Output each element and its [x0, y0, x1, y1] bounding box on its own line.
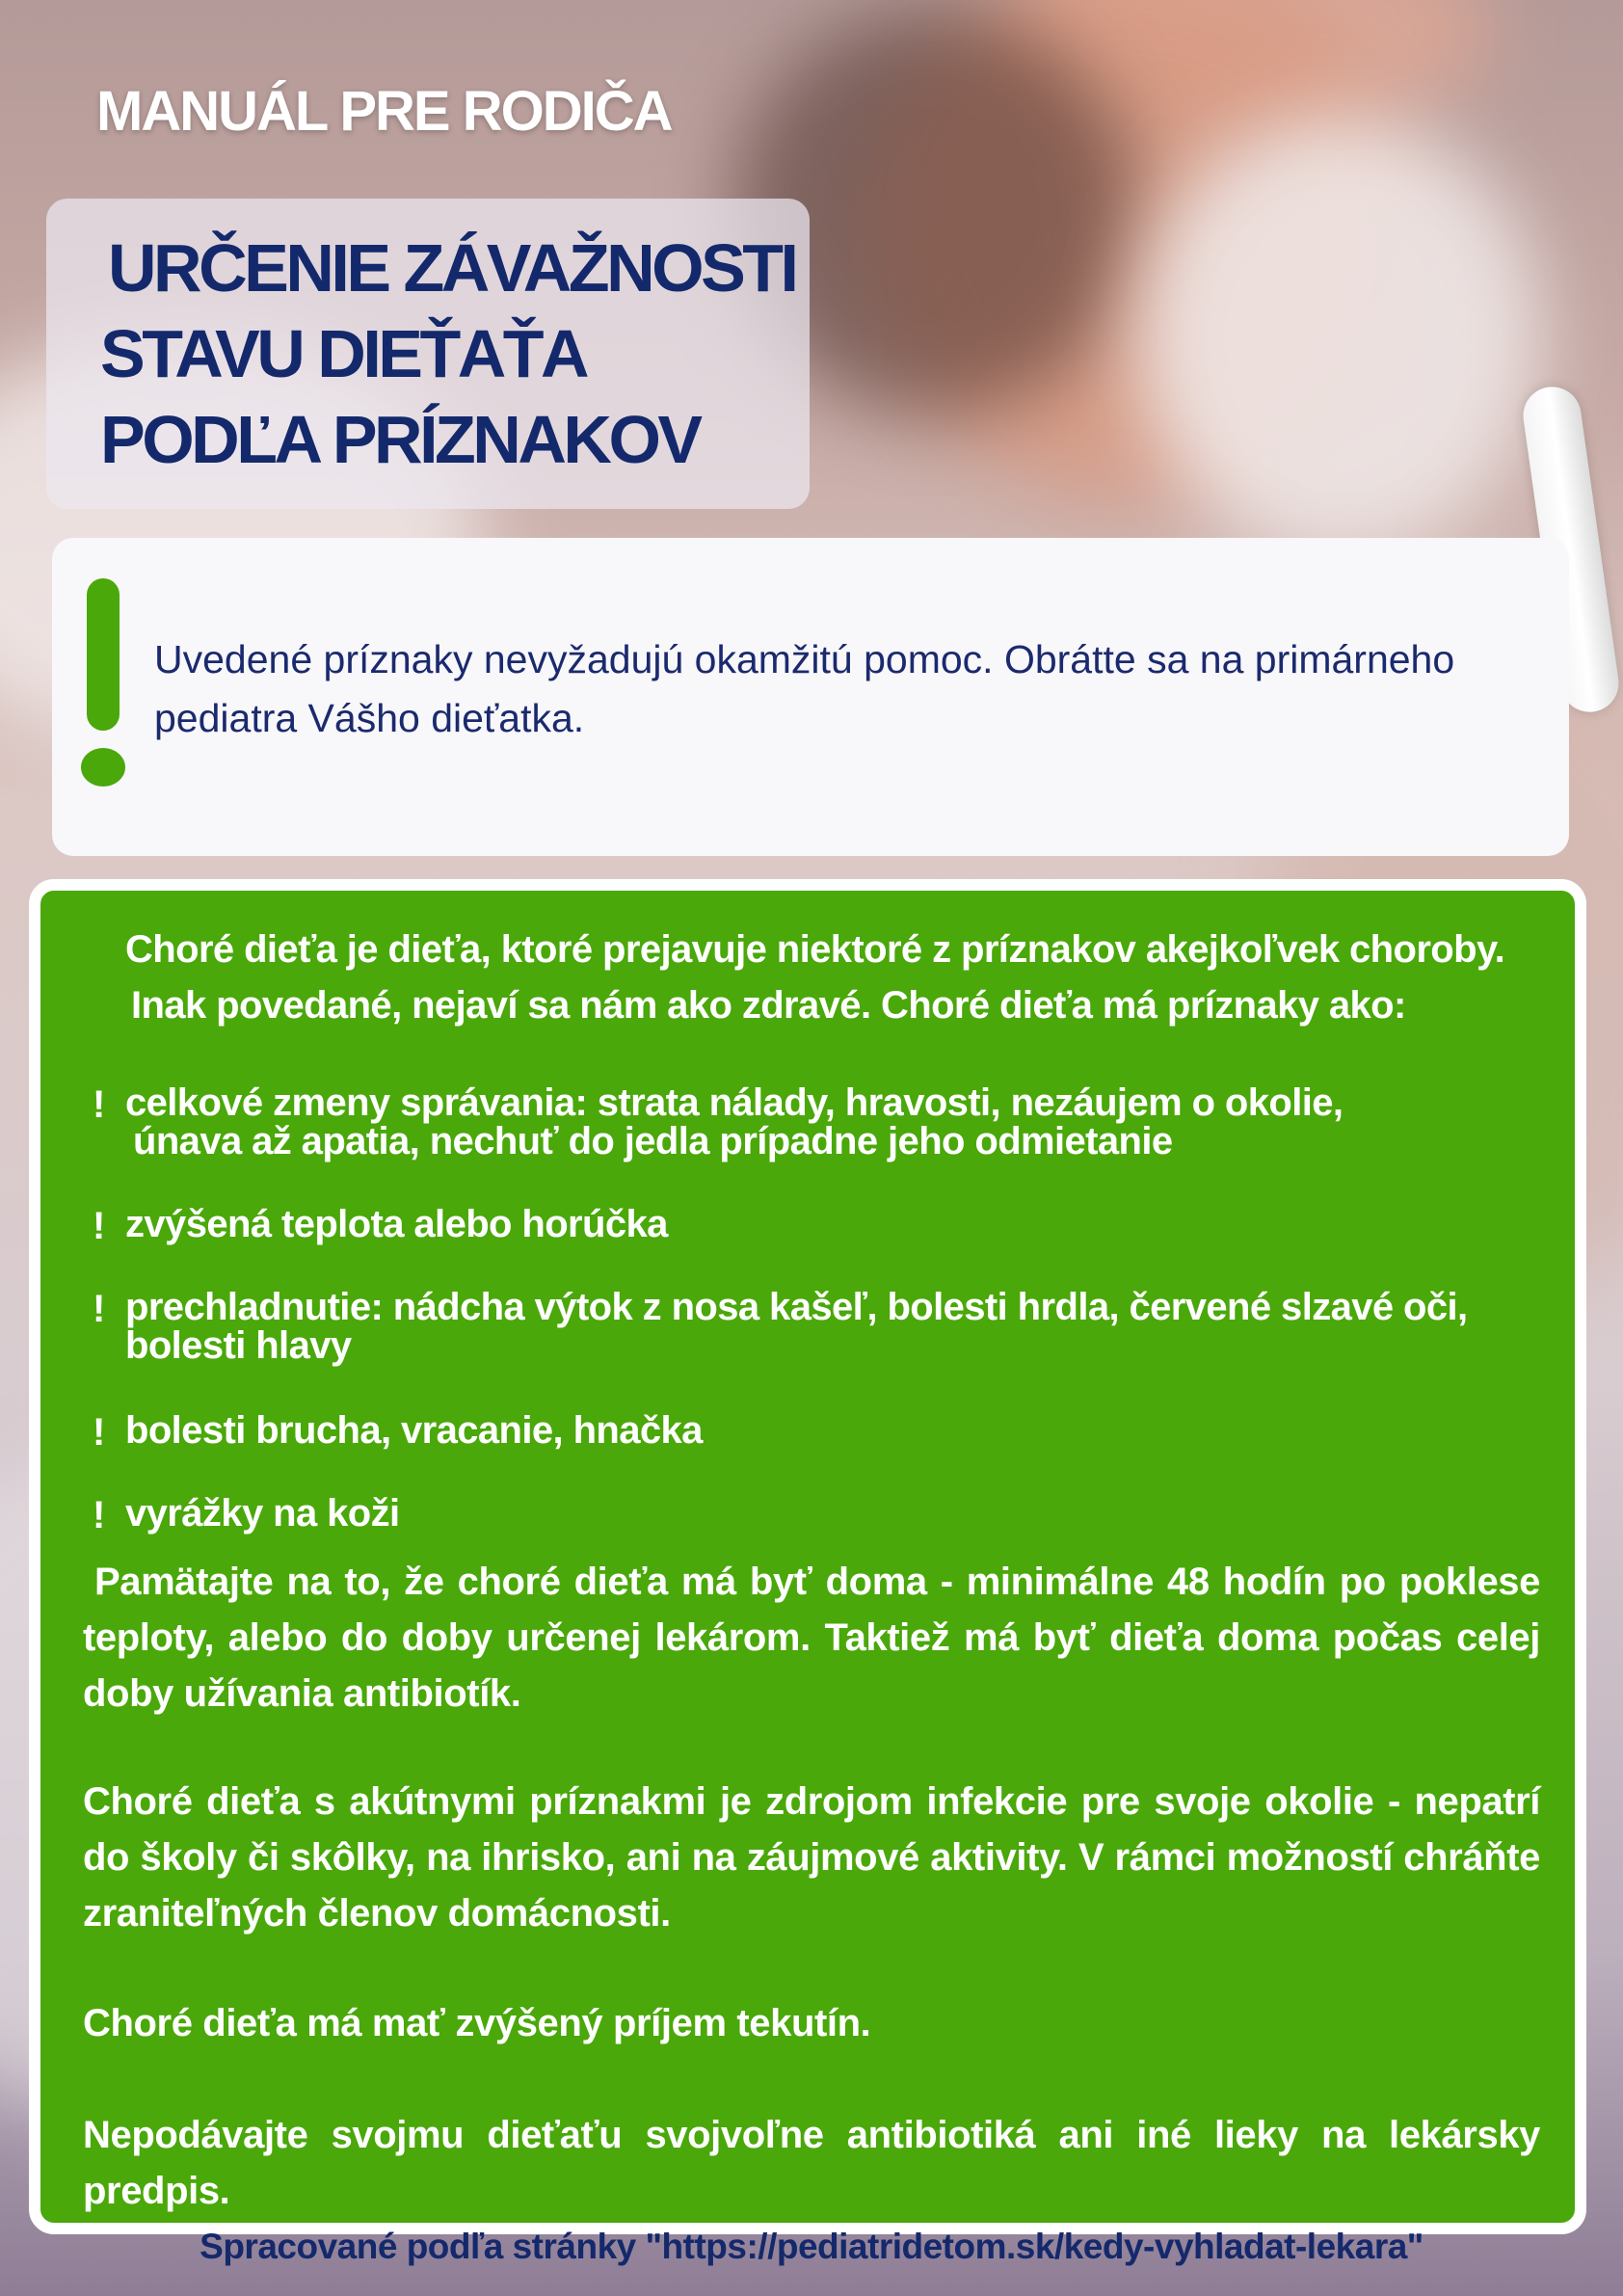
title-box: [46, 199, 810, 509]
info-panel: [29, 879, 1586, 2234]
paragraph-infection: Choré dieťa s akútnymi príznakmi je zdrojom infekcie pre svoje okolie - nepatrí do školy či skôlky, na ihrisko, ani na záujmové aktivity. V rámci možností chráňte zraniteľných členov domácnosti.: [83, 1780, 1540, 1935]
exclamation-icon: [87, 578, 120, 731]
title-line: PODĽA PRÍZNAKOV: [100, 402, 700, 477]
symptom-text: únava až apatia, nechuť do jedla prípadne jeho odmietanie: [133, 1120, 1173, 1162]
exclamation-bullet-icon: !: [93, 1205, 105, 1247]
title-line: URČENIE ZÁVAŽNOSTI: [108, 230, 796, 306]
symptom-text: bolesti hlavy: [125, 1324, 352, 1367]
intro-line: Inak povedané, nejaví sa nám ako zdravé. Choré dieťa má príznaky ako:: [131, 984, 1406, 1027]
symptom-text: vyrážky na koži: [125, 1492, 400, 1535]
page-title: [100, 226, 813, 483]
notice-box: [52, 538, 1569, 856]
paragraph-fluids: Choré dieťa má mať zvýšený príjem tekutín.: [83, 2002, 871, 2044]
exclamation-bullet-icon: !: [93, 1494, 105, 1536]
notice-text: Uvedené príznaky nevyžadujú okamžitú pomoc. Obrátte sa na primárneho pediatra Vášho dieťatka.: [154, 637, 1455, 740]
intro-line: Choré dieťa je dieťa, ktoré prejavuje niektoré z príznakov akejkoľvek choroby.: [125, 928, 1505, 971]
title-line: STAVU DIEŤAŤA: [100, 316, 587, 391]
symptom-text: celkové zmeny správania: strata nálady, hravosti, nezáujem o okolie,: [125, 1081, 1344, 1124]
symptom-text: zvýšená teplota alebo horúčka: [125, 1203, 668, 1245]
panel-intro: [125, 921, 1590, 1033]
manual-kicker: MANUÁL PRE RODIČA: [96, 80, 672, 143]
paragraph-stay-home: Pamätajte na to, že choré dieťa má byť doma - minimálne 48 hodín po poklese teploty, alebo do doby určenej lekárom. Taktiež má byť dieťa doma počas celej doby užívania antibiotík.: [83, 1561, 1540, 1715]
exclamation-bullet-icon: !: [93, 1288, 105, 1330]
exclamation-dot-icon: [81, 748, 125, 787]
source-note: Spracované podľa stránky "https://pediatridetom.sk/kedy-vyhladat-lekara": [200, 2227, 1423, 2266]
exclamation-bullet-icon: !: [93, 1411, 105, 1454]
paragraph-antibiotics: Nepodávajte svojmu dieťaťu svojvoľne antibiotiká ani iné lieky na lekársky predpis.: [83, 2114, 1540, 2212]
exclamation-bullet-icon: !: [93, 1083, 105, 1126]
symptom-text: prechladnutie: nádcha výtok z nosa kašeľ, bolesti hrdla, červené slzavé oči,: [125, 1286, 1468, 1328]
symptom-text: bolesti brucha, vracanie, hnačka: [125, 1409, 703, 1452]
